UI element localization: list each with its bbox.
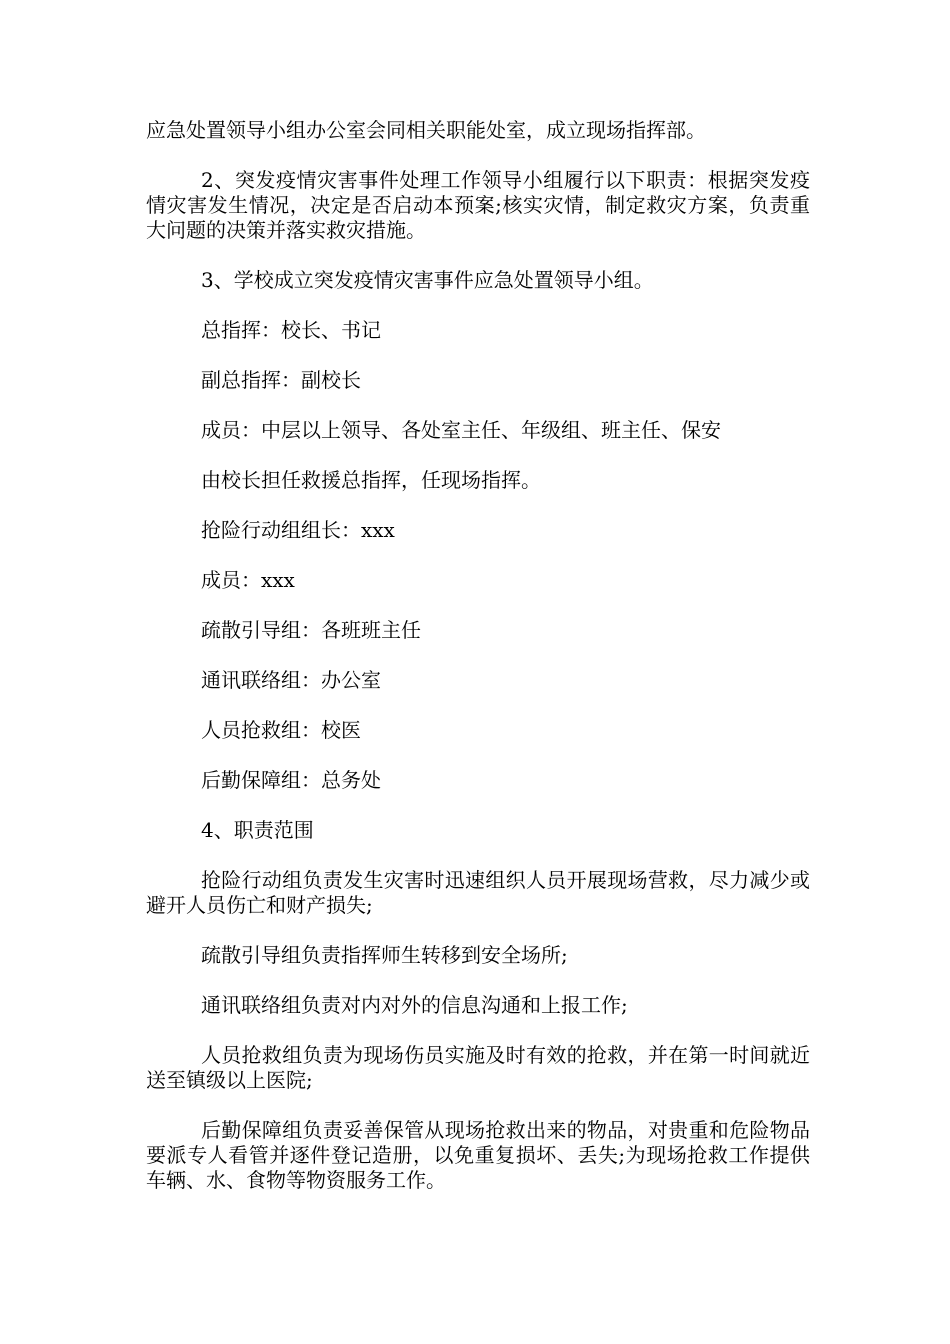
paragraph-rescue-duty: 抢险行动组负责发生灾害时迅速组织人员开展现场营救，尽力减少或避开人员伤亡和财产损失; (146, 868, 810, 917)
document-page (146, 118, 810, 1218)
paragraph-medical-team: 人员抢救组：校医 (201, 718, 361, 742)
paragraph-deputy-commander: 副总指挥：副校长 (201, 368, 361, 392)
paragraph-rescue-commander: 由校长担任救援总指挥，任现场指挥。 (201, 468, 541, 492)
paragraph-members: 成员：中层以上领导、各处室主任、年级组、班主任、保安 (201, 418, 721, 442)
paragraph-logistics-duty: 后勤保障组负责妥善保管从现场抢救出来的物品，对贵重和危险物品要派专人看管并逐件登记造册，以免重复损坏、丢失;为现场抢救工作提供车辆、水、食物等物资服务工作。 (146, 1118, 810, 1192)
paragraph-rescue-team-members: 成员：xxx (201, 568, 295, 592)
paragraph-communication-team: 通讯联络组：办公室 (201, 668, 381, 692)
paragraph-setup-command: 应急处置领导小组办公室会同相关职能处室，成立现场指挥部。 (146, 118, 706, 142)
paragraph-evacuation-duty: 疏散引导组负责指挥师生转移到安全场所; (201, 943, 568, 967)
paragraph-evacuation-team: 疏散引导组：各班班主任 (201, 618, 421, 642)
paragraph-communication-duty: 通讯联络组负责对内对外的信息沟通和上报工作; (201, 993, 628, 1017)
paragraph-chief-commander: 总指挥：校长、书记 (201, 318, 381, 342)
paragraph-leadership-duties: 2、突发疫情灾害事件处理工作领导小组履行以下职责：根据突发疫情灾害发生情况，决定是否启动本预案;核实灾情，制定救灾方案，负责重大问题的决策并落实救灾措施。 (146, 168, 810, 242)
paragraph-responsibility-heading: 4、职责范围 (201, 818, 314, 842)
paragraph-logistics-team: 后勤保障组：总务处 (201, 768, 381, 792)
paragraph-medical-duty: 人员抢救组负责为现场伤员实施及时有效的抢救，并在第一时间就近送至镇级以上医院; (146, 1043, 810, 1092)
paragraph-rescue-team-leader: 抢险行动组组长：xxx (201, 518, 395, 542)
paragraph-school-group: 3、学校成立突发疫情灾害事件应急处置领导小组。 (201, 268, 654, 292)
